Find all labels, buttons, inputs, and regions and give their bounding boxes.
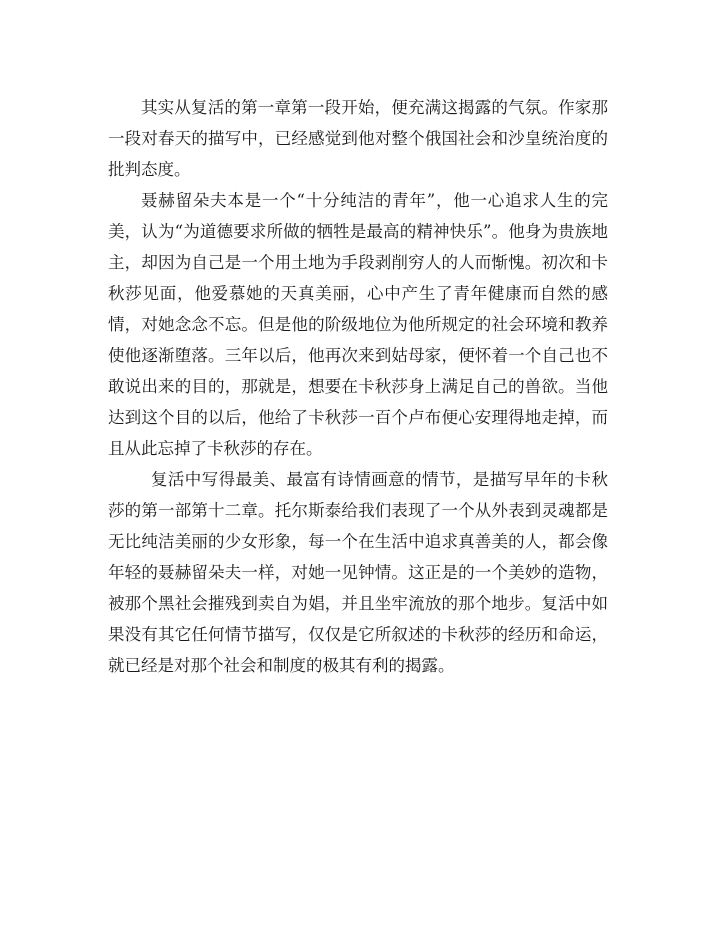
paragraph-1: 其实从复活的第一章第一段开始，便充满这揭露的气氛。作家那一段对春天的描写中，已经感觉到他对整个俄国社会和沙皇统治度的批判态度。 [108,98,608,179]
document-body [108,92,608,681]
paragraph-2: 聂赫留朵夫本是一个“十分纯洁的青年”，他一心追求人生的完美，认为“为道德要求所做的牺牲是最高的精神快乐”。他身为贵族地主，却因为自己是一个用土地为手段剥削穷人的人而惭愧。初次和卡秋莎见面，他爱慕她的天真美丽，心中产生了青年健康而自然的感情，对她念念不忘。但是他的阶级地位为他所规定的社会环境和教养使他逐渐堕落。三年以后，他再次来到姑母家，便怀着一个自己也不敢说出来的目的，那就是，想要在卡秋莎身上满足自己的兽欲。当他达到这个目的以后，他给了卡秋莎一百个卢布便心安理得地走掉，而且从此忘掉了卡秋莎的存在。 [108,191,608,458]
paragraph-3: 复活中写得最美、最富有诗情画意的情节，是描写早年的卡秋莎的第一部第十二章。托尔斯泰给我们表现了一个从外表到灵魂都是无比纯洁美丽的少女形象，每一个在生活中追求真善美的人，都会像年轻的聂赫留朵夫一样，对她一见钟情。这正是的一个美妙的造物，被那个黑社会摧残到卖自为娼，并且坐牢流放的那个地步。复活中如果没有其它任何情节描写，仅仅是它所叙述的卡秋莎的经历和命运，就已经是对那个社会和制度的极其有利的揭露。 [108,470,608,675]
